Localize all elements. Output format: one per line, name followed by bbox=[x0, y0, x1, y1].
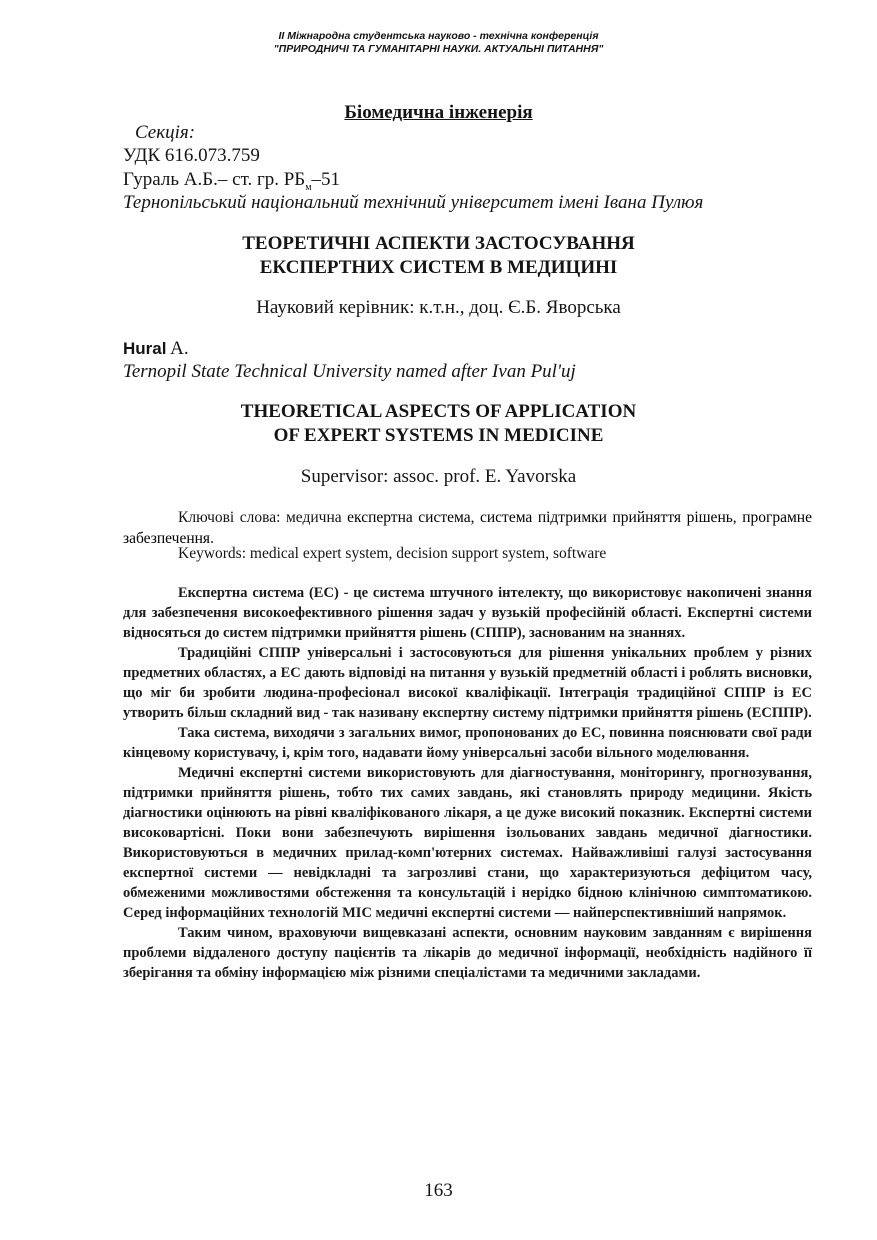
title-en bbox=[0, 400, 877, 448]
udk-code: УДК 616.073.759 bbox=[123, 145, 260, 166]
title-en-line1: THEORETICAL ASPECTS OF APPLICATION bbox=[240, 401, 637, 422]
keywords-ua-terms: експертна система, система підтримки прийняття рішень, програмне забезпечення bbox=[123, 509, 812, 547]
supervisor-en: Supervisor: assoc. prof. E. Yavorska bbox=[300, 466, 577, 487]
author-en-surname: Hural bbox=[123, 339, 167, 358]
paragraph: Традиційні СППР універсальні і застосовуються для рішення унікальних проблем у різних предметних областях, а ЕС дають відповіді на питання у вузькій предметній області і роблять висновки, що міг би зробити людина-професіонал високої кваліфікації. Інтеграція традиційної СППР із ЕС утворить більш складний вид - так називану експертну систему підтримки прийняття рішень (ЕСППР). bbox=[123, 645, 812, 721]
author-ua-suffix: –51 bbox=[311, 169, 341, 190]
page-number: 163 bbox=[424, 1180, 453, 1201]
title-ua-line1: ТЕОРЕТИЧНІ АСПЕКТИ ЗАСТОСУВАННЯ bbox=[242, 233, 635, 254]
title-ua bbox=[0, 232, 877, 280]
keywords-en: Keywords: medical expert system, decision support system, software bbox=[178, 545, 607, 562]
supervisor-ua: Науковий керівник: к.т.н., доц. Є.Б. Яворська bbox=[256, 297, 621, 318]
author-ua bbox=[123, 169, 340, 193]
keywords-ua bbox=[123, 507, 812, 549]
section-title: Біомедична інженерія bbox=[344, 102, 533, 123]
conference-name: ІІ Міжнародна студентська науково - технічна конференція bbox=[278, 30, 599, 42]
running-header bbox=[0, 30, 877, 55]
paragraph: Така система, виходячи з загальних вимог, пропонованих до ЕС, повинна пояснювати свої ради кінцевому користувачу, і, крім того, надавати йому універсальні засоби вільного моделювання. bbox=[123, 725, 812, 761]
paragraph: Медичні експертні системи використовують для діагностування, моніторингу, прогнозування, підтримки прийняття рішень, тобто тих самих завдань, які становлять природу медицини. Якість діагностики оцінюють на рівні кваліфікованого лікаря, а це дуже високий показник. Експертні системи високовартісні. Поки вони забезпечують вирішення ізольованих завдань медичної діагностики. Використовуються в медичних прилад-комп'ютерних системах. Найважливіші галузі застосування експертної системи — невідкладні та загрозливі стани, що характеризуються дефіцитом часу, обмеженими можливостями обстеження та консультацій і нерідко бідною клінічною симптоматикою. Серед інформаційних технологій МІС медичні експертні системи — найперспективніший напрямок. bbox=[123, 765, 812, 921]
paragraph: Експертна система (ЕС) - це система штучного інтелекту, що використовує накопичені знання для забезпечення високоефективного рішення задач у вузькій професійній області. Експертні системи відносяться до систем підтримки прийняття рішень (СППР), заснованим на знаннях. bbox=[123, 585, 812, 641]
author-en-initial: A. bbox=[166, 338, 189, 359]
keywords-ua-lead: Ключові слова: медична bbox=[178, 509, 348, 526]
author-en bbox=[123, 338, 189, 360]
author-ua-subscript: м bbox=[305, 181, 312, 193]
affiliation-en: Ternopil State Technical University named after Ivan Pul'uj bbox=[123, 361, 576, 382]
affiliation-ua: Тернопільський національний технічний університет імені Івана Пулюя bbox=[123, 192, 704, 213]
section-label: Секція: bbox=[135, 122, 196, 143]
keywords-ua-end: . bbox=[210, 530, 214, 547]
conference-theme: "ПРИРОДНИЧІ ТА ГУМАНІТАРНІ НАУКИ. АКТУАЛЬНІ ПИТАННЯ" bbox=[273, 42, 604, 55]
title-ua-line2: ЕКСПЕРТНИХ СИСТЕМ В МЕДИЦИНІ bbox=[259, 257, 618, 278]
author-ua-prefix: Гураль А.Б.– ст. гр. РБ bbox=[123, 169, 306, 190]
paragraph: Таким чином, враховуючи вищевказані аспекти, основним науковим завданням є вирішення проблеми віддаленого доступу пацієнтів та лікарів до медичної інформації, необхідність надійного її зберігання та обміну інформацією між різними спеціалістами та медичними закладами. bbox=[123, 925, 812, 981]
body-text bbox=[123, 583, 812, 983]
title-en-line2: OF EXPERT SYSTEMS IN MEDICINE bbox=[273, 425, 604, 446]
